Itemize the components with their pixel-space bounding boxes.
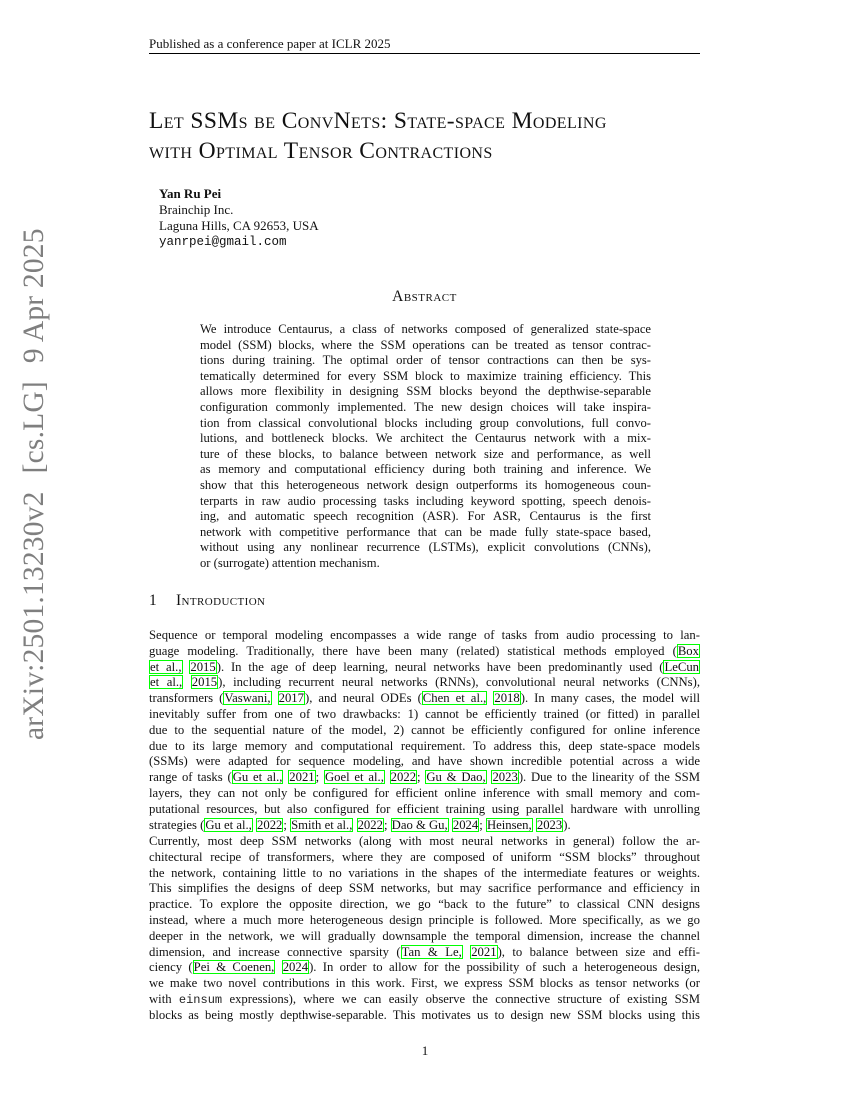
- citation-link[interactable]: Heinsen,: [486, 817, 532, 832]
- paragraph-line: inevitably suffer from one of two drawbacks: 1) cannot be efficiently trained (or fitted) in parallel: [149, 706, 700, 721]
- citation-link[interactable]: Gu & Dao,: [426, 770, 486, 785]
- paragraph-line: we make two novel contributions in this work. First, we express SSM blocks as tensor networks (or: [149, 976, 700, 991]
- author-name: Yan Ru Pei: [159, 186, 222, 201]
- abstract-line: tions during training. The optimal order of tensor contractions can then be sys-: [200, 353, 651, 368]
- paragraph-line: due to the sequential nature of the model, 2) cannot be efficiently configured for online inference: [149, 722, 700, 737]
- citation-link[interactable]: 2022: [357, 817, 383, 832]
- paragraph-line: transformers (Vaswani, 2017), and neural ODEs (Chen et al., 2018). In many cases, the model will: [149, 691, 701, 706]
- citation-link[interactable]: Tan & Le,: [401, 944, 462, 959]
- section-title: Introduction: [176, 592, 266, 609]
- citation-link[interactable]: 2023: [536, 817, 563, 832]
- paragraph-line: dimension, and increase connective sparsity (Tan & Le, 2021), to balance between size and effi-: [149, 944, 700, 959]
- paragraph-line: guage modeling. Traditionally, there have been many (related) statistical methods employed (Box: [149, 643, 699, 658]
- paragraph-line: This simplifies the designs of deep SSM networks, but may sacrifice performance and efficiency in: [149, 881, 700, 896]
- paragraph-line: et al., 2015), including recurrent neural networks (RNNs), convolutional neural networks (CNNs),: [150, 675, 700, 690]
- citation-link[interactable]: 2018: [494, 691, 520, 706]
- paragraph-line: the network, containing little to no variations in the shapes of the intermediate features or weights.: [149, 865, 700, 880]
- abstract-body: [200, 322, 651, 572]
- citation-link[interactable]: Vaswani,: [224, 691, 271, 706]
- arxiv-id[interactable]: arXiv:2501.13230v2: [18, 491, 50, 740]
- abstract-line: or (surrogate) attention mechanism.: [200, 555, 380, 570]
- paragraph-line: et al., 2015). In the age of deep learning, neural networks have been predominantly used (LeCun: [150, 659, 700, 674]
- abstract-line: tion from classical convolutional blocks including group convolutions, full convo-: [200, 415, 651, 430]
- paragraph-line: with einsum expressions), where we can easily observe the connective structure of existing SSM: [149, 991, 700, 1007]
- citation-link[interactable]: 2023: [492, 770, 518, 785]
- section-number: 1: [149, 592, 158, 609]
- citation-link[interactable]: Pei & Coenen,: [193, 960, 275, 975]
- paragraph-line: instead, where a much more heterogeneous design principle is followed. More specifically, as we go: [149, 912, 700, 927]
- abstract-line: allows more flexibility in designing SSM blocks beyond the depthwise-separable: [200, 384, 651, 399]
- author-block: [159, 186, 319, 250]
- inline-code: einsum: [178, 992, 223, 1007]
- citation-link[interactable]: Smith et al.,: [291, 817, 353, 832]
- abstract-line: model (SSM) blocks, where the SSM operations can be treated as tensor contrac-: [200, 337, 651, 352]
- paragraph-line: practice. To explore the opposite direction, we go “back to the future” to classical CNN designs: [149, 897, 700, 912]
- abstract-line: lutions, and bottleneck blocks. We architect the Centaurus network with a mix-: [200, 431, 651, 446]
- header-rule: [149, 53, 700, 54]
- citation-link[interactable]: Box: [677, 643, 699, 658]
- citation-link[interactable]: Gu et al.,: [205, 817, 252, 832]
- abstract-line: terparts in raw audio processing tasks including keyword spotting, speech denois-: [200, 493, 651, 508]
- title-line-2: with Optimal Tensor Contractions: [149, 138, 493, 164]
- citation-link[interactable]: Goel et al.,: [324, 770, 384, 785]
- citation-link[interactable]: Dao & Gu,: [391, 817, 448, 832]
- citation-link[interactable]: 2021: [289, 770, 315, 785]
- citation-link[interactable]: 2021: [471, 944, 497, 959]
- paragraph-line: layers, they can not only be configured for efficient online inference with small memory and com-: [149, 785, 700, 800]
- section-heading: [149, 592, 265, 610]
- abstract-line: ing, and automatic speech recognition (ASR). For ASR, Centaurus is the first: [200, 509, 651, 524]
- citation-link[interactable]: 2024: [282, 960, 309, 975]
- abstract-line: as memory and computational efficiency during both training and inference. We: [200, 462, 651, 477]
- abstract-line: tematically determined for every SSM block to maximize training efficiency. This: [200, 368, 651, 383]
- paragraph-line: putational resources, but also configured for efficient training using parallel hardware with unrolling: [149, 801, 700, 816]
- citation-link[interactable]: Gu et al.,: [232, 770, 283, 785]
- running-head: Published as a conference paper at ICLR 2025: [149, 36, 391, 51]
- abstract-line: network with competitive performance that can be made fully state-space based,: [200, 524, 651, 539]
- title-line-1: Let SSMs be ConvNets: State-space Modeling: [149, 108, 607, 134]
- paragraph-line: ciency (Pei & Coenen, 2024). In order to allow for the possibility of such a heterogeneous design,: [149, 960, 700, 975]
- author-affiliation: Brainchip Inc.: [159, 202, 234, 217]
- citation-link[interactable]: 2022: [390, 770, 417, 785]
- author-email[interactable]: yanrpei@gmail.com: [159, 235, 287, 249]
- paragraph-line: chitectural recipe of transformers, where they are composed of uniform “SSM blocks” throughout: [149, 849, 700, 864]
- paragraph-line: Currently, most deep SSM networks (along with most neural networks in general) follow the ar-: [149, 834, 700, 848]
- arxiv-category: [cs.LG]: [18, 381, 50, 474]
- paragraph-line: Sequence or temporal modeling encompasses a wide range of tasks from audio processing to lan-: [149, 628, 700, 642]
- paragraph-line: deeper in the network, we will gradually downsample the temporal dimension, increase the channel: [149, 928, 700, 943]
- intro-paragraph-1: [149, 628, 700, 833]
- abstract-line: without using any nonlinear recurrence (LSTMs), explicit convolutions (CNNs),: [200, 540, 651, 555]
- abstract-line: ture of these blocks, to balance between network size and performance, as well: [200, 446, 651, 461]
- paragraph-line: due to its large memory and computational requirement. To address this, deep state-space models: [149, 738, 700, 753]
- paragraph-line: (SSMs) were adapted for sequence modeling, and have shown incredible potential across a wide: [149, 754, 700, 769]
- citation-link[interactable]: et al.,: [150, 659, 182, 674]
- citation-link[interactable]: 2017: [278, 691, 304, 706]
- citation-link[interactable]: Chen et al.,: [422, 691, 487, 706]
- citation-link[interactable]: 2015: [190, 659, 216, 674]
- page-number: 1: [421, 1043, 429, 1058]
- paragraph-line: blocks as being mostly depthwise-separable. This motivates us to design new SSM blocks using this: [149, 1007, 700, 1022]
- citation-link[interactable]: 2022: [257, 817, 283, 832]
- paragraph-line: strategies (Gu et al., 2022; Smith et al., 2022; Dao & Gu, 2024; Heinsen, 2023).: [149, 817, 571, 832]
- paper-title: [149, 106, 709, 166]
- citation-link[interactable]: 2015: [191, 675, 218, 690]
- author-address: Laguna Hills, CA 92653, USA: [159, 218, 319, 233]
- arxiv-date: 9 Apr 2025: [18, 228, 50, 364]
- arxiv-stamp[interactable]: [18, 210, 51, 740]
- citation-link[interactable]: LeCun: [664, 659, 700, 674]
- abstract-line: We introduce Centaurus, a class of networks composed of generalized state-space: [200, 322, 651, 336]
- paragraph-line: range of tasks (Gu et al., 2021; Goel et al., 2022; Gu & Dao, 2023). Due to the linearity of the SSM: [149, 770, 701, 785]
- abstract-heading: Abstract: [392, 288, 457, 305]
- abstract-line: show that this heterogeneous network design outperforms its homogeneous coun-: [200, 477, 651, 492]
- citation-link[interactable]: 2024: [452, 817, 479, 832]
- citation-link[interactable]: et al.,: [150, 675, 183, 690]
- abstract-line: configuration commonly implemented. The new design choices will take inspira-: [200, 399, 651, 414]
- intro-paragraph-2: [149, 834, 700, 1024]
